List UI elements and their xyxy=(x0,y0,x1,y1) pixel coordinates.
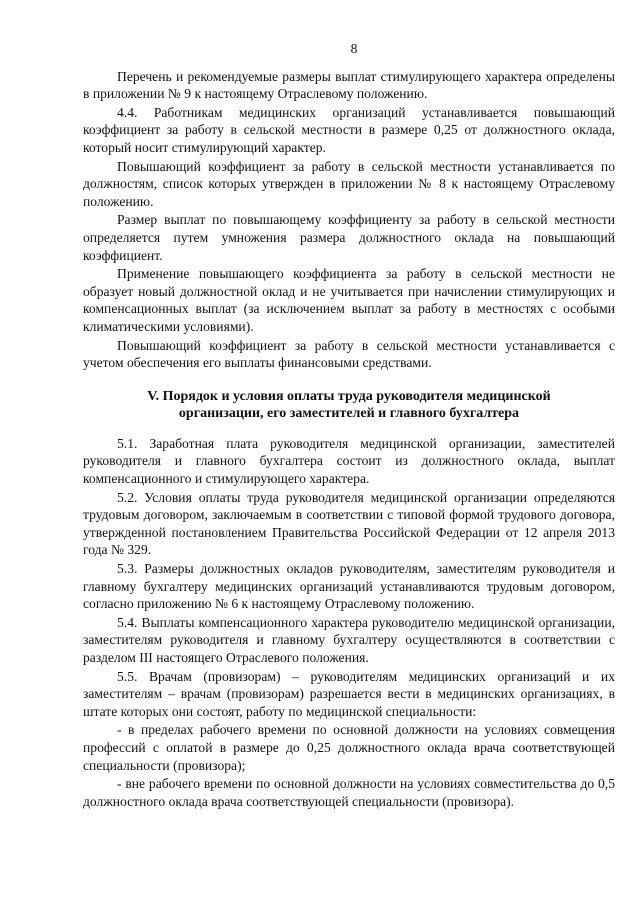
paragraph: 5.5. Врачам (провизорам) – руководителям медицинских организаций и их заместителям – врачам (провизорам) разрешается вести в медицинских организациях, в штате которых они состоят, работу по медицинской специальности: xyxy=(83,668,615,719)
paragraph: Применение повышающего коэффициента за работу в сельской местности не образует новый должностной оклад и не учитывается при начислении стимулирующих и компенсационных выплат (за исключением выплат за работу в местностях с особыми климатическими условиями). xyxy=(83,266,615,334)
section-4-continuation xyxy=(83,68,615,372)
paragraph: Повышающий коэффициент за работу в сельской местности устанавливается с учетом обеспечения его выплаты финансовыми средствами. xyxy=(83,337,615,371)
paragraph: 5.3. Размеры должностных окладов руководителям, заместителям руководителя и главному бухгалтеру медицинских организаций устанавливаются трудовым договором, согласно приложению № 6 к настоящему Отраслевому положению. xyxy=(83,561,615,612)
paragraph: Перечень и рекомендуемые размеры выплат стимулирующего характера определены в приложении № 9 к настоящему Отраслевому положению. xyxy=(83,68,615,102)
page-number: 8 xyxy=(350,41,358,56)
paragraph: 5.4. Выплаты компенсационного характера руководителю медицинской организации, заместителям руководителя и главному бухгалтеру осуществляются в соответствии с разделом III настоящего Отраслевого положения. xyxy=(83,614,615,665)
paragraph: Повышающий коэффициент за работу в сельской местности устанавливается по должностям, список которых утвержден в приложении № 8 к настоящему Отраслевому положению. xyxy=(83,158,615,209)
list-item: - в пределах рабочего времени по основной должности на условиях совмещения профессий с оплатой в размере до 0,25 должностного оклада врача соответствующей специальности (провизора); xyxy=(83,722,615,773)
paragraph: 5.1. Заработная плата руководителя медицинской организации, заместителей руководителя и главного бухгалтера состоит из должностного оклада, выплат компенсационного и стимулирующего характера. xyxy=(83,435,615,487)
heading-line: организации, его заместителей и главного бухгалтера xyxy=(178,406,520,422)
section-5-heading xyxy=(83,388,615,423)
list-item: - вне рабочего времени по основной должности на условиях совместительства до 0,5 должностного оклада врача соответствующей специальности (провизора). xyxy=(83,776,615,809)
section-5-body xyxy=(83,435,615,810)
heading-line: V. Порядок и условия оплаты труда руководителя медицинской xyxy=(147,388,551,404)
paragraph: Размер выплат по повышающему коэффициенту за работу в сельской местности определяется путем умножения размера должностного оклада на повышающий коэффициент. xyxy=(83,212,615,263)
paragraph: 4.4. Работникам медицинских организаций устанавливается повышающий коэффициент за работу в сельской местности в размере 0,25 от должностного оклада, который носит стимулирующий характер. xyxy=(83,104,615,155)
paragraph: 5.2. Условия оплаты труда руководителя медицинской организации определяются трудовым договором, заключаемым в соответствии с типовой формой трудового договора, утвержденной постановлением Правительства Российской Федерации от 12 апреля 2013 года № 329. xyxy=(83,489,615,558)
